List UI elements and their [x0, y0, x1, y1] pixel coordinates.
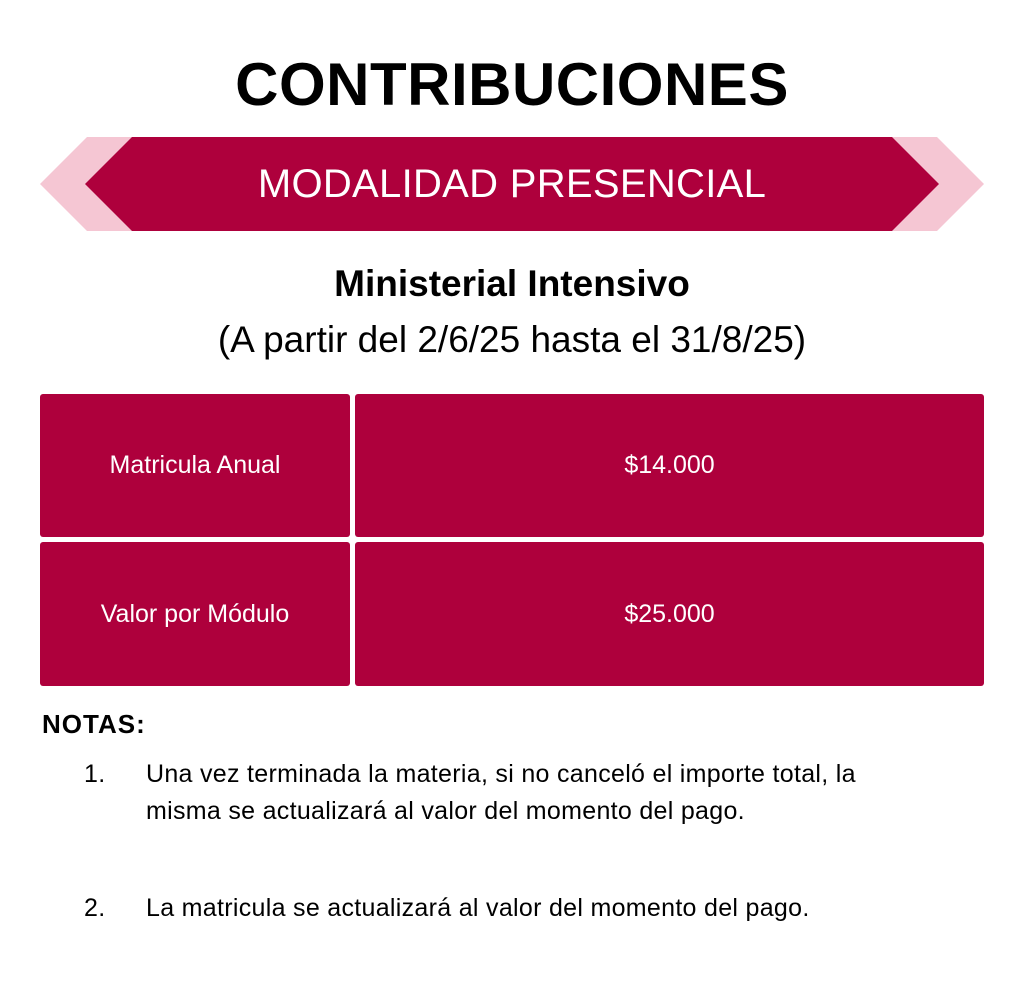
fee-value-cell: $14.000: [355, 394, 984, 537]
program-name: Ministerial Intensivo: [334, 263, 690, 304]
note-text: Una vez terminada la materia, si no canceló el importe total, la misma se actualizará al valor del momento del pago.: [146, 760, 856, 825]
banner-label: MODALIDAD PRESENCIAL: [257, 162, 767, 206]
program-period: (A partir del 2/6/25 hasta el 31/8/25): [217, 319, 807, 360]
fee-value-cell: $25.000: [355, 542, 984, 686]
fee-label-cell: Valor por Módulo: [40, 542, 350, 686]
modality-banner: [40, 137, 984, 231]
note-number: 1.: [84, 760, 106, 788]
fees-table: [40, 394, 984, 686]
note-number: 2.: [84, 894, 106, 922]
fee-label-cell: Matricula Anual: [40, 394, 350, 537]
page-title: CONTRIBUCIONES: [235, 51, 789, 118]
note-text: La matricula se actualizará al valor del momento del pago.: [146, 894, 810, 922]
notes-heading: NOTAS:: [42, 709, 146, 739]
